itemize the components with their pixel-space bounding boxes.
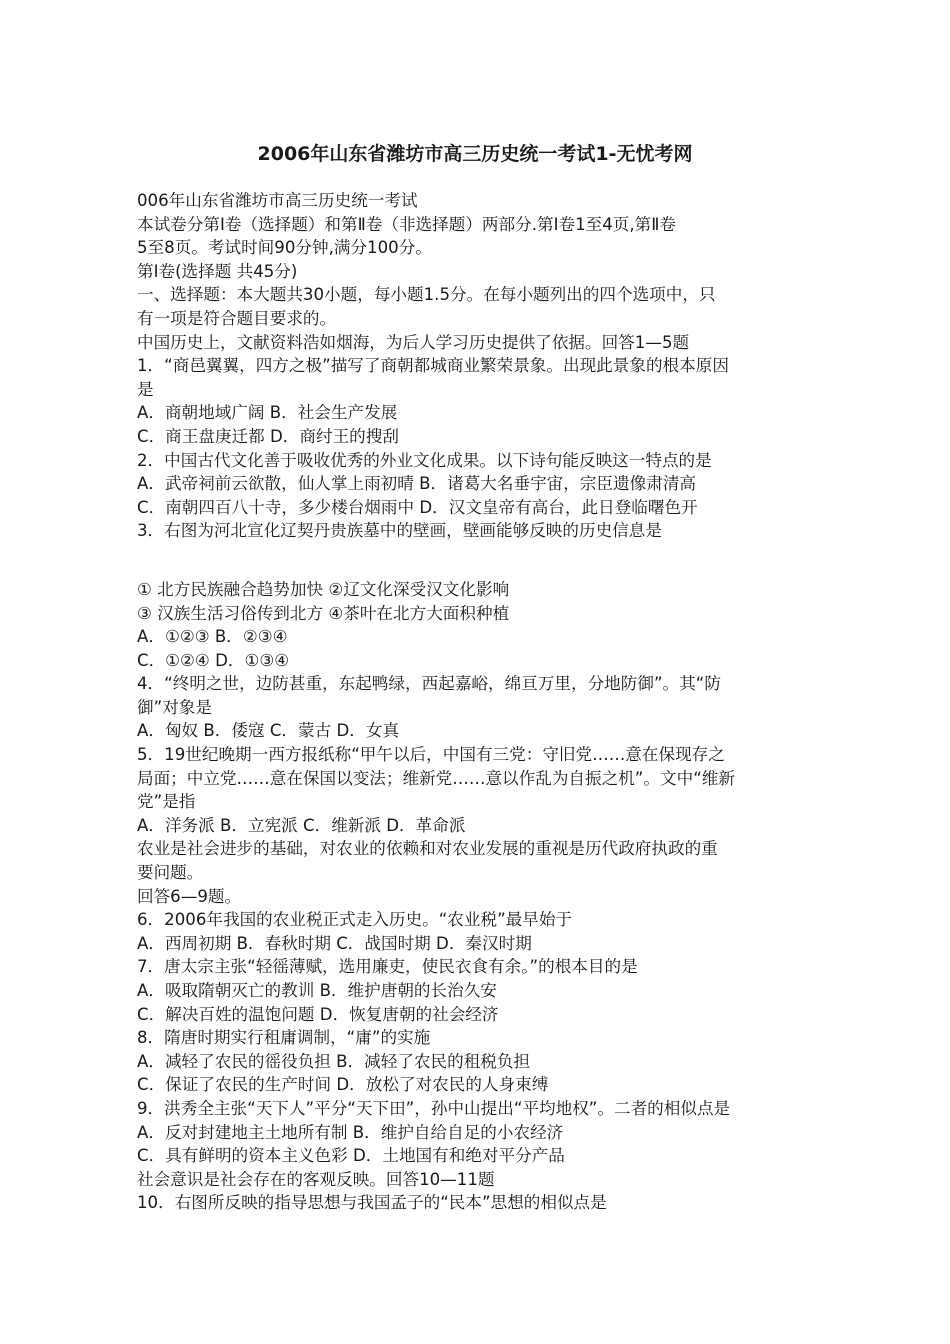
text-line: C．商王盘庚迁都 D．商纣王的搜刮 [137, 426, 399, 446]
text-line: 1．“商邑翼翼，四方之极”描写了商朝都城商业繁荣景象。出现此景象的根本原因 [137, 356, 729, 376]
text-line: 党”是指 [137, 792, 196, 812]
text-line: 回答6—9题。 [137, 886, 242, 906]
text-block-after-figure [137, 578, 827, 1215]
text-line: 006年山东省潍坊市高三历史统一考试 [137, 191, 418, 210]
text-line: 本试卷分第Ⅰ卷（选择题）和第Ⅱ卷（非选择题）两部分.第Ⅰ卷1至4页,第Ⅱ卷 [137, 214, 677, 234]
text-line: A．商朝地域广阔 B．社会生产发展 [137, 403, 398, 423]
text-line: C．解决百姓的温饱问题 D．恢复唐朝的社会经济 [137, 1004, 499, 1024]
text-line: 有一项是符合题目要求的。 [137, 308, 337, 328]
text-line: A．西周初期 B．春秋时期 C．战国时期 D．秦汉时期 [137, 933, 532, 953]
text-line: 第Ⅰ卷(选择题 共45分) [137, 261, 298, 281]
text-line: 社会意识是社会存在的客观反映。回答10—11题 [137, 1169, 495, 1189]
text-line: 7．唐太宗主张“轻徭薄赋，选用廉吏，使民衣食有余。”的根本目的是 [137, 957, 638, 977]
text-line: C．具有鲜明的资本主义色彩 D．土地国有和绝对平分产品 [137, 1146, 565, 1166]
text-line: 御”对象是 [137, 697, 212, 717]
text-line: 一、选择题：本大题共30小题，每小题1.5分。在每小题列出的四个选项中，只 [137, 285, 716, 305]
text-line: A．①②③ B．②③④ [137, 627, 288, 647]
text-block-before-figure [137, 189, 827, 543]
text-line: 农业是社会进步的基础，对农业的依赖和对农业发展的重视是历代政府执政的重 [137, 839, 718, 859]
text-line: A．反对封建地主土地所有制 B．维护自给自足的小农经济 [137, 1122, 564, 1142]
document-title: 2006年山东省潍坊市高三历史统一考试1-无忧考网 [257, 143, 693, 165]
text-line: 5．19世纪晚期一西方报纸称“甲午以后，中国有三党：守旧党……意在保现存之 [137, 745, 725, 765]
text-line: A．武帝祠前云欲散，仙人掌上雨初晴 B．诸葛大名垂宇宙，宗臣遗像肃清高 [137, 474, 697, 494]
text-line: 2．中国古代文化善于吸收优秀的外业文化成果。以下诗句能反映这一特点的是 [137, 450, 712, 470]
text-line: 5至8页。考试时间90分钟,满分100分。 [137, 238, 432, 258]
text-line: ③ 汉族生活习俗传到北方 ④茶叶在北方大面积种植 [137, 603, 510, 623]
text-line: C．保证了农民的生产时间 D．放松了对农民的人身束缚 [137, 1075, 549, 1095]
text-line: 是 [137, 379, 154, 399]
document-body [137, 189, 827, 1215]
text-line: A．吸取隋朝灭亡的教训 B．维护唐朝的长治久安 [137, 981, 497, 1000]
text-line: A．匈奴 B．倭寇 C．蒙古 D．女真 [137, 721, 400, 741]
text-line: 8．隋唐时期实行租庸调制，“庸”的实施 [137, 1028, 431, 1048]
figure-placeholder-gap [137, 543, 827, 578]
text-line: A．减轻了农民的徭役负担 B．减轻了农民的租税负担 [137, 1051, 531, 1071]
text-line: A．洋务派 B．立宪派 C．维新派 D．革命派 [137, 815, 466, 835]
text-line: ① 北方民族融合趋势加快 ②辽文化深受汉文化影响 [137, 579, 510, 599]
text-line: C．①②④ D．①③④ [137, 650, 290, 670]
text-line: 局面；中立党……意在保国以变法；维新党……意以作乱为自振之机”。文中“维新 [137, 768, 735, 788]
text-line: 10．右图所反映的指导思想与我国孟子的“民本”思想的相似点是 [137, 1193, 607, 1213]
text-line: 9．洪秀全主张“天下人”平分“天下田”，孙中山提出“平均地权”。二者的相似点是 [137, 1098, 731, 1118]
text-line: C．南朝四百八十寺，多少楼台烟雨中 D．汉文皇帝有高台，此日登临曙色开 [137, 497, 698, 517]
text-line: 中国历史上，文献资料浩如烟海，为后人学习历史提供了依据。回答1—5题 [137, 332, 690, 352]
text-line: 4．“终明之世，边防甚重，东起鸭绿，西起嘉峪，绵亘万里，分地防御”。其“防 [137, 674, 721, 694]
text-line: 3．右图为河北宣化辽契丹贵族墓中的壁画，壁画能够反映的历史信息是 [137, 521, 662, 541]
text-line: 6．2006年我国的农业税正式走入历史。“农业税”最早始于 [137, 910, 573, 930]
text-line: 要问题。 [137, 863, 204, 883]
